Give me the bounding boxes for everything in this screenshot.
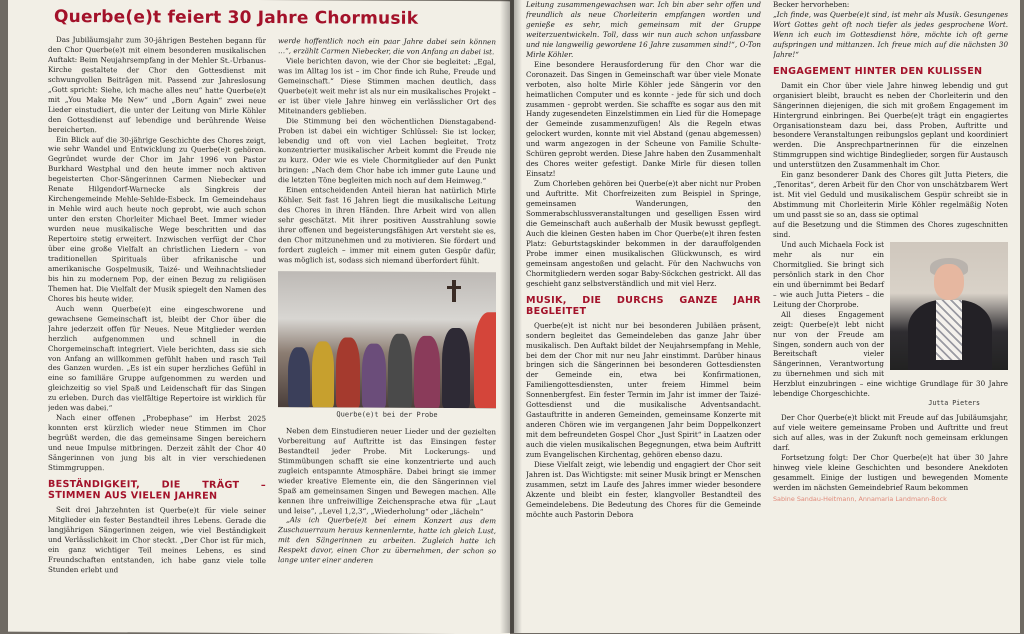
paragraph: Diese Vielfalt zeigt, wie lebendig und engagiert der Chor seit Jahren ist. Das Wichtigste: mit seiner Musik bringt er Menschen zusammen, setzt im Laufe des Jahres immer wieder besondere Akzente und bleibt ein fester, klangvoller Bestandteil des Gemeindelebens. Die Bedeutung des Chores für die Gemeinde möchte auch Pastorin Debora [526,459,761,519]
paragraph: Der Chor Querbe(e)t blickt mit Freude auf das Jubiläumsjahr, auf viele weitere gemeinsame Proben und Auftritte und freut sich auf alles, was in der Zukunft noch gemeinsam erklungen darf. [773,413,1008,453]
section-heading: ENGAGEMENT HINTER DEN KULISSEN [773,65,983,77]
column-4 [773,0,1008,520]
paragraph: Die Stimmung bei den wöchentlichen Dienstagabend-Proben ist dabei ein wichtiger Schlüssel: Sie ist locker, lebendig und oft von viel Lachen begleitet. Trotz konzentrierter musikalischer Arbeit kommt die Freude nie zu kurz. Oder wie es viele Chormitglieder auf den Punkt bringen: „Nach dem Chor habe ich immer gute Laune und die letzten Töne begleiten mich noch auf dem Heimweg.“ [278,115,496,186]
column-1 [48,35,266,576]
paragraph: Zum Chorleben gehören bei Querbe(e)t aber nicht nur Proben und Auftritte. Mit Chorfreizeiten zum Beispiel in Springe, gemeinsamen Wanderungen, den Sommerabschlussveranstaltungen und geselligen Essen wird die Gemeinschaft auch außerhalb der Musik bewusst gepflegt. Auch die kleinen Gesten haben im Chor Querbe(e)t ihren festen Platz: Geburtstagskinder bekommen in der darauffolgenden Probe immer einen musikalischen Glückwunsch, es wird gemeinsam angestoßen und gelacht. Für den Nachwuchs von Chormitgliedern werden sogar Baby-Söckchen gestrickt. All das geschieht ganz selbstverständlich und mit viel Herz. [526,179,761,288]
right-page [514,0,1020,633]
paragraph: All dieses Engagement zeigt: Querbe(e)t lebt nicht nur von der Freude am Singen, sondern auch von der Bereitschaft vieler Sängerinnen, Verantwortung zu übernehmen und sich mit Herzblut einzubringen – eine wichtige Grundlage für 30 Jahre lebendige Chorgeschichte. [773,309,1008,399]
portrait-caption: Jutta Pieters [928,399,980,408]
paragraph: Das Jubiläumsjahr zum 30-jährigen Bestehen begann für den Chor Querbe(e)t mit einem besonderen musikalischen Auftakt: Beim Neujahrsempfang in der Mehler St.-Urbanus-Kirche gestaltete der Chor den Gottesdienst mit schwungvollen Beiträgen mit. Passend zur Jahreslosung „Gott spricht: Siehe, ich mache alles neu“ hatte Querbe(e)t mit „You Make Me New“ und „Born Again“ zwei neue Lieder einstudiert, die unter der Leitung von Mirle Köhler den Gottesdienst auf lebendige und berührende Weise bereicherten. [48,34,266,134]
paragraph: Viele berichten davon, wie der Chor sie begleitet: „Egal, was im Alltag los ist – im Chor finde ich Ruhe, Freude und Gemeinschaft.“ Diese Stimmen machen deutlich, dass Querbe(e)t weit mehr ist als nur ein musikalisches Projekt – er ist über viele Jahre hinweg ein verlässlicher Ort des Miteinanders geblieben. [278,56,496,116]
section-heading: BESTÄNDIGKEIT, DIE TRÄGT – STIMMEN AUS VIELEN JAHREN [48,478,266,502]
paragraph: Damit ein Chor über viele Jahre hinweg lebendig und gut organisiert bleibt, braucht es neben der Chorleiterin und den Sängerinnen diejenigen, die sich mit großem Engagement im Hintergrund einbringen. Bei Querbe(e)t trägt ein engagiertes Organisationsteam dazu bei, dass Proben, Auftritte und besondere Veranstaltungen reibungslos geplant und koordiniert werden. Die Ansprechpartnerinnen für die einzelnen Stimmgruppen sind wichtige Bindeglieder, sorgen für Austausch und unterstützen den Zusammenhalt im Chor. [773,80,1008,170]
photo-caption: Querbe(e)t bei der Probe [336,410,438,419]
paragraph: Neben dem Einstudieren neuer Lieder und der gezielten Vorbereitung auf Auftritte ist das Einsingen fester Bestandteil jeder Probe. Mit Lockerungs- und Stimmübungen schafft sie eine konzentrierte und auch zugleich entspannte Atmosphäre. Dabei bringt sie immer wieder kreative Elemente ein, die den Sängerinnen viel Spaß am gemeinsamen Singen und Bewegen machen. Alle kennen ihre unfreiwillige Zeichensprache etwa für „Laut und leise“, „Level 1,2,3“, „Wiederholung“ oder „lächeln“ [278,426,496,516]
column-2 [278,36,496,577]
quote: „Ich finde, was Querbe(e)t sind, ist mehr als Musik. Gesungenes Wort Gottes geht oft noch tiefer als jedes gesprochene Wort. Wenn ich euch im Gottesdienst höre, möchte ich oft gerne aufspringen und mittanzen. Ich freue mich auf die nächsten 30 Jahre!“ [773,9,1008,59]
paragraph: Leitung zusammengewachsen war. Ich bin aber sehr offen und freundlich als neue Chorleiterin empfangen worden und genieße es sehr, mich gemeinsam mit der Gruppe weiterzuentwickeln. Toll, dass wir nun auch schon unfassbare und nie langweilig gewordene 16 Jahre zusammen sind!“, O-Ton Mirle Köhler. [526,0,761,59]
paragraph: Fortsetzung folgt: Der Chor Querbe(e)t hat über 30 Jahre hinweg viele kleine Geschichten und besondere Anekdoten gesammelt. Einige der lustigen und bewegenden Momente werden im nächsten Gemeindebrief Raum bekommen [773,452,1008,492]
paragraph: „Als ich Querbe(e)t bei einem Konzert aus dem Zuschauerraum heraus kennenlernte, hatte ich gleich Lust, mit den Sängerinnen zu arbeiten. Zugleich hatte ich Respekt davor, einen Chor zu übernehmen, der schon so lange unter einer anderen [278,515,496,565]
column-3 [526,0,761,520]
left-page [8,0,510,634]
section-heading: MUSIK, DIE DURCHS GANZE JAHR BEGLEITET [526,294,761,317]
paragraph: auf die Besetzung und die Stimmen des Chores zugeschnitten sind. [773,220,1008,240]
paragraph: Seit drei Jahrzehnten ist Querbe(e)t für viele seiner Mitglieder ein fester Bestandteil ihres Lebens. Gerade die langjährigen Sängerinnen zeigen, wie viel Beständigkeit und Verlässlichkeit im Chor steckt. „Der Chor ist für mich, ein ganz wichtiger Teil meines Lebens, es sind Freundschaften entstanden, ich habe ganz viele tolle Stunden erlebt und [48,504,266,574]
page-gutter [500,0,522,633]
article-title: Querbe(e)t feiert 30 Jahre Chormusik [54,6,419,29]
portrait-photo [890,242,1008,370]
paragraph: Querbe(e)t ist nicht nur bei besonderen Jubiläen präsent, sondern begleitet das Gemeindeleben das ganze Jahr über musikalisch. Den Auftakt bildet der Neujahrsempfang in Mehle, bei dem der Chor mit nur neu Jahr einstimmt. Darüber hinaus bringen sich die Sängerinnen bei besonderen Gottesdiensten der Gemeinde ein, etwa bei Konfirmationen, Familiengottesdiensten, unter freiem Himmel beim Sonnenbergfest. Ein fester Termin im Jahr ist immer der Taizé-Gottesdienst und die musikalische Adventsandacht. Gastauftritte in anderen Gemeinden, gemeinsame Konzerte mit anderen Chören wie im vergangenen Jahr beim Doppelkonzert mit dem befreundeten Gospel Chor „Just Spirit“ in Laatzen oder auch die vielen musikalischen Begegnungen, etwa beim Auftritt zum Evangelischen Kirchentag, gehören ebenso dazu. [526,320,761,460]
paragraph: Auch wenn Querbe(e)t eine eingeschworene und gewachsene Gemeinschaft ist, bleibt der Chor über die Jahre jederzeit offen für Neues. Neue Mitglieder werden herzlich aufgenommen und schnell in die Chorgemeinschaft integriert. Viele berichten, dass sie sich von Anfang an willkommen gefühlt haben und rasch Teil des Ganzen wurden. „Es ist ein super herzliches Gefühl in eine so familiäre Gruppe aufgenommen zu werden und gleichzeitig so viel Spaß und Leidenschaft für das Singen zu erleben. Durch das vielfältige Repertoire ist wirklich für jeden was dabei.“ [48,303,266,413]
paragraph: Becker hervorheben: [773,0,850,9]
paragraph: Einen entscheidenden Anteil hieran hat natürlich Mirle Köhler. Seit fast 16 Jahren liegt die musikalische Leitung des Chores in ihren Händen. Ihre Arbeit wird von allen sehr geschätzt. Mit ihrer positiven Ausstrahlung sowie ihrer offenen und begeisterungsfähigen Art versteht sie es, den Chor mitzunehmen und zu motivieren. Sie fördert und fordert zugleich – immer mit einem guten Gespür dafür, was möglich ist, sodass sich niemand überfordert fühlt. [278,185,496,266]
paragraph: Nach einer offenen „Probephase“ im Herbst 2025 konnten erst kürzlich wieder neue Stimmen im Chor begrüßt werden, die das gemeinsame Singen bereichern und neue Impulse mitbringen. Derzeit zählt der Chor 40 Sängerinnen von jung bis alt in vier verschiedenen Stimmgruppen. [48,413,266,473]
choir-rehearsal-photo [278,271,496,408]
paragraph: Ein Blick auf die 30-jährige Geschichte des Chores zeigt, wie sehr Wandel und Entwicklung zu Querbe(e)t gehören. Gegründet wurde der Chor im Jahr 1996 von Pastor Burkhard Westphal und den heute immer noch aktiven begeisterten Chor-Sängerinnen Carmen Niebecker und Renate Hilgendorf-Warnecke als Singkreis der Kirchengemeinde Mehle-Sehlde-Esbeck. Im Gemeindehaus in Mehle wird auch heute noch geprobt, wie auch schon unter den ersten Chorleiter Michael Beet. Immer wieder wurden neue musikalische Wege beschritten und das Repertoire stetig erweitert. Inzwischen verfügt der Chor über eine große Vielfalt an christlichen Liedern – von traditionellen Spirituals über afrikanische und amerikanische Gospelmusik, Taizé- und Weihnachtslieder bis hin zu modernem Pop, der einen Bezug zu religiösen Themen hat. Die Vielfalt der Musik spiegelt den Namen des Chores bis heute wider. [48,134,266,304]
paragraph: Ein ganz besonderer Dank des Chores gilt Jutta Pieters, die „Tenoritas“, deren Arbeit für den Chor von unschätzbarem Wert ist. Mit viel Geduld und musikalischem Gespür schreibt sie in Abstimmung mit Chorleiterin Mirle Köhler regelmäßig Noten um und passt sie so an, dass sie optimal [773,170,1008,220]
paragraph: werde hoffentlich noch ein paar Jahre dabei sein können …“, erzählt Carmen Niebecker, die von Anfang an dabei ist. [278,36,496,57]
paragraph: Und auch Michaela Fock ist mehr als nur ein Chormitglied. Sie bringt sich persönlich stark in den Chor ein und übernimmt bei Bedarf – wie auch Jutta Pieters – die Leitung der Chorprobe. [773,239,884,309]
cross-icon [452,280,456,302]
paragraph: Eine besondere Herausforderung für den Chor war die Coronazeit. Das Singen in Gemeinschaft war über viele Monate verboten, also holte Mirle Köhler jede Sängerin vor den heimatlichen Computer und es konnte - jede für sich und doch zusammen - geprobt werden. Sie schaffte es sogar aus den mit Handy zugesendeten Einzelstimmen ein Lied für die Homepage der Gemeinde zusammenzufügen! Als die Regeln etwas gelockert wurden, konnte mit viel Abstand (genau abgemessen) und warm angezogen in der Scheune von Familie Schulte-Schüren geprobt werden. Diese Jahre haben den Zusammenhalt des Chores weiter gefestigt. Danke Mirle für diesen tollen Einsatz! [526,59,761,179]
authors: Sabine Sandau-Heitmann, Annamaria Landmann-Bock [773,494,947,503]
